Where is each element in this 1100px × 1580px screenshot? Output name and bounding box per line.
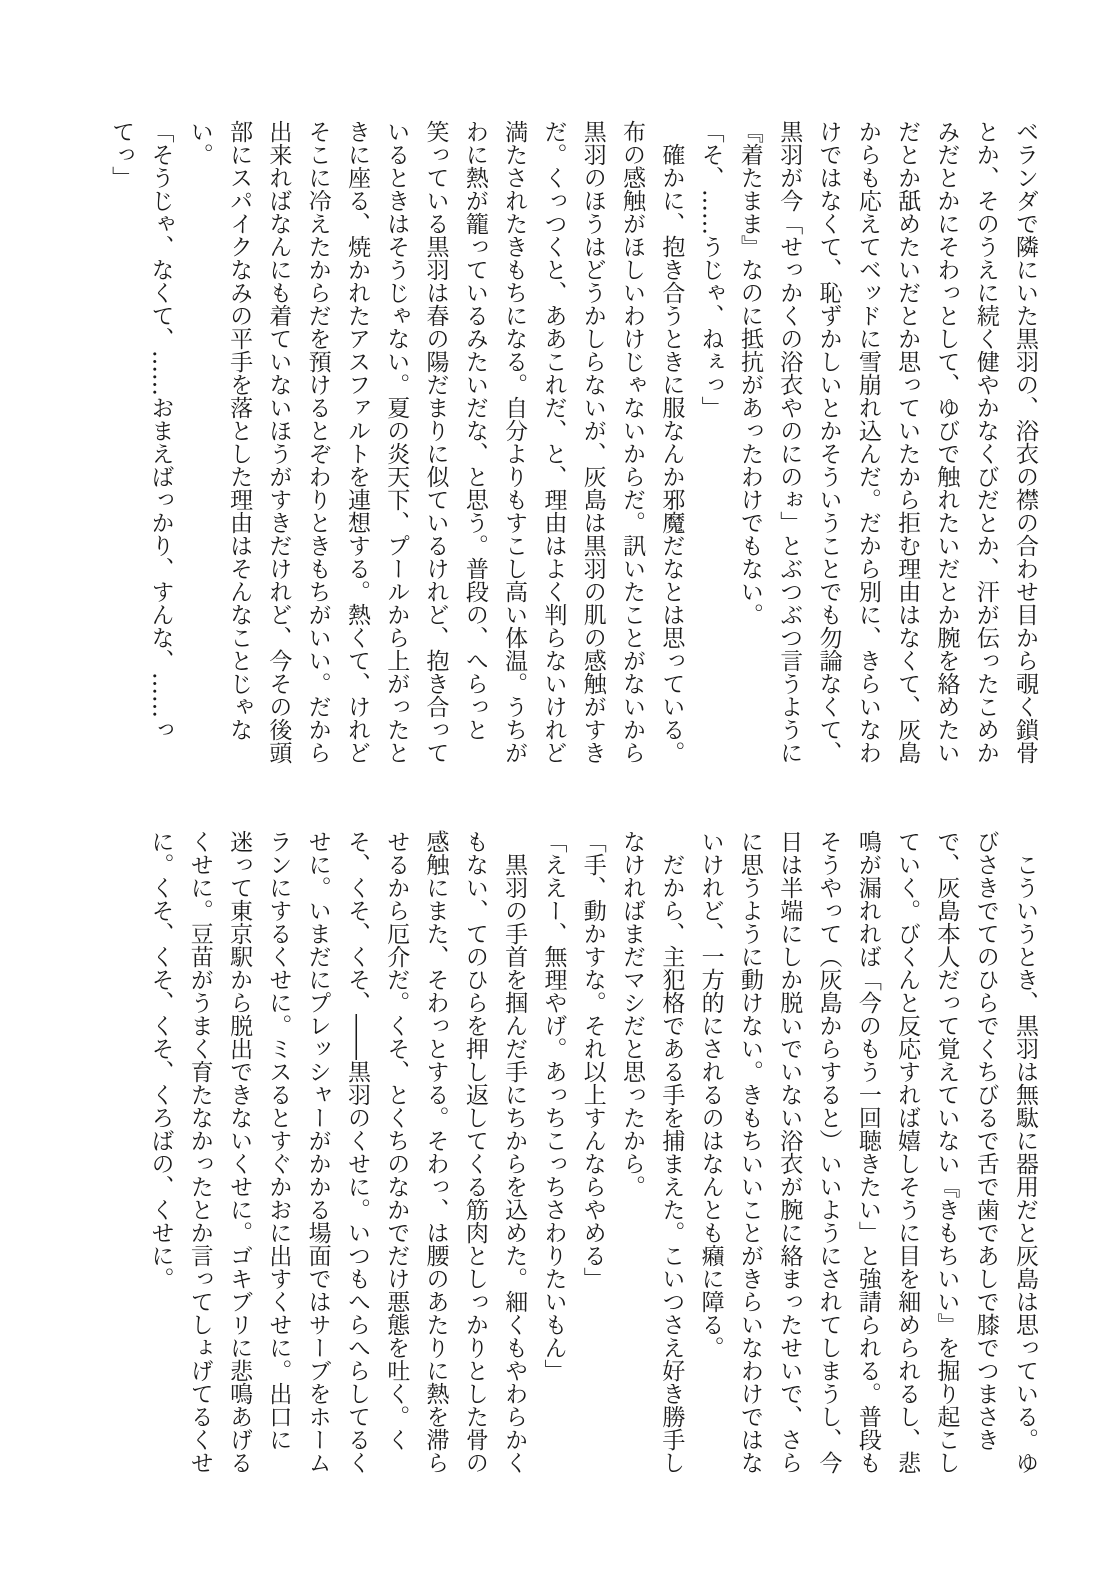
- paragraph-dialogue: 「手、動かすな。それ以上すんならやめる」: [579, 830, 606, 1290]
- paragraph: ベランダで隣にいた黒羽の、浴衣の襟の合わせ目から覗く鎖骨とか、そのうえに続く健やかなくびだとか、汗が伝ったこめかみだとかにそわっとして、ゆびで触れたいだとか腕を絡めたいだとか舐めたいだとか思っていたから拒む理由はなくて、灰島からも応えてベッドに雪崩れ込んだ。だから別に、きらいなわけではなくて、恥ずかしいとかそういうことでも勿論なくて、黒羽が今「せっかくの浴衣やのにのぉ」とぶつぶつ言うように『着たまま』なのに抵抗があったわけでもない。: [736, 120, 1038, 764]
- paragraph-dialogue: 「そ、……うじゃ、ねぇっ」: [697, 120, 724, 419]
- paragraph: だから、主犯格である手を捕まえた。こいつさえ好き勝手しなければまだマシだと思ったから。: [619, 830, 685, 1474]
- paragraph-dialogue: 「そうじゃ、なくて、……おまえばっかり、すんな、……ってっ」: [108, 120, 174, 741]
- paragraph: 確かに、抱き合うときに服なんか邪魔だなとは思っている。布の感触がほしいわけじゃないからだ。訊いたことがないから黒羽のほうはどうかしらないが、灰島は黒羽の肌の感触がすきだ。くっつくと、ああこれだ、と、理由はよく判らないけれど満たされたきもちになる。自分よりもすこし高い体温。うちがわに熱が籠っているみたいだな、と思う。普段の、へらっと笑っている黒羽は春の陽だまりに似ているけれど、抱き合っているときはそうじゃない。夏の炎天下、プールから上がったときに座る、焼かれたアスファルトを連想する。熱くて、けれどそこに冷えたからだを預けるとぞわりときもちがいい。だから出来ればなんにも着ていないほうがすきだけれど、今その後頭部にスパイクなみの平手を落とした理由はそんなことじゃない。: [186, 120, 685, 764]
- paragraph: こういうとき、黒羽は無駄に器用だと灰島は思っている。ゆびさきでてのひらでくちびるで舌で歯であしで膝でつまさきで、灰島本人だって覚えていない『きもちいい』を掘り起こしていく。びくんと反応すれば嬉しそうに目を細められるし、悲鳴が漏れれば「今のもう一回聴きたい」と強請られる。普段もそうやって（灰島からすると）いいようにされてしまうし、今日は半端にしか脱いでいない浴衣が腕に絡まったせいで、さらに思うように動けない。きもちいいことがきらいなわけではないけれど、一方的にされるのはなんとも癪に障る。: [697, 830, 1038, 1474]
- text-block-top: [101, 120, 1044, 768]
- text-block-bottom: [140, 830, 1044, 1478]
- paragraph-dialogue: 「ええー、無理やげ。あっちこっちさわりたいもん」: [540, 830, 567, 1382]
- paragraph: 黒羽の手首を掴んだ手にちからを込めた。細くもやわらかくもない、てのひらを押し返してくる筋肉としっかりとした骨の感触にまた、そわっとする。そわっ、は腰のあたりに熱を滞らせるから厄介だ。くそ、とくちのなかでだけ悪態を吐く。くそ、くそ、くそ、――黒羽のくせに。いつもへらへらしてるくせに。いまだにプレッシャーがかかる場面ではサーブをホームランにするくせに。ミスるとすぐかおに出すくせに。出口に迷って東京駅から脱出できないくせに。ゴキブリに悲鳴あげるくせに。豆苗がうまく育たなかったとか言ってしょげてるくせに。くそ、くそ、くそ、くろばの、くせに。: [147, 830, 528, 1474]
